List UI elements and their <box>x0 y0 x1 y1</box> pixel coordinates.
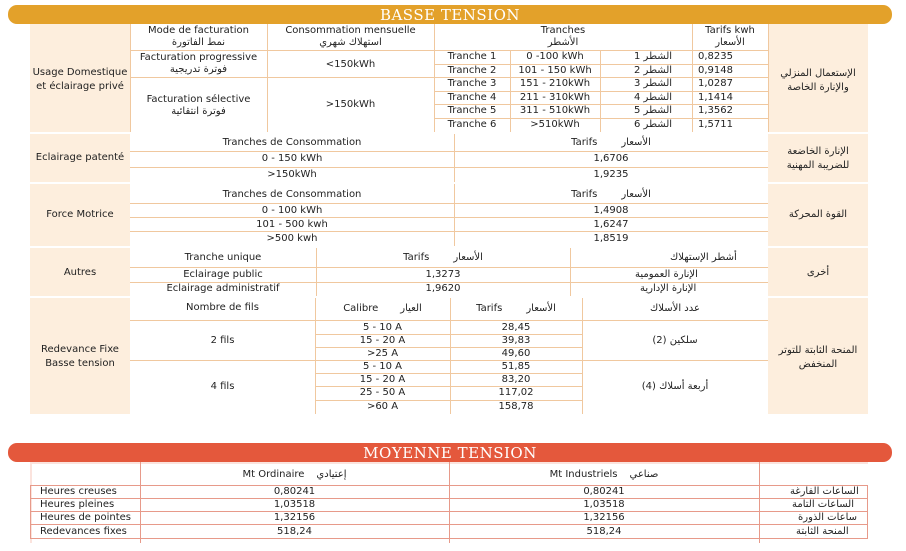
mt-header-ordinaire: Mt Ordinaire إعتيادي <box>242 469 347 480</box>
autres-label-fr: Autres <box>63 267 97 278</box>
two-fils-label-ar: (2) سلكين <box>652 335 698 346</box>
two-fils-label: 2 fils <box>210 335 235 346</box>
basse-tension-table: Usage Domestique et éclairage privé الإستعمال المنزلي والإنارة الخاصة Mode de facturation نمط الفاتورة Consommation mensuelle استهلاك شهري Tranches الأشطر Tarifs kwh الأسعار Facturation progressive فوترة تدريجية <150kWh Facturation sélective فوترة انتقائية >150kWh Tranche 1 0 -100 kWh الشطر 1 0,8235 Tranche 2 101 - 150 kWh الشطر 2 0,9148 Tranche 3 151 - 210kWh الشطر 3 1,0287 Tranche 4 211 - 310kWh الشطر 4 1,1414 Tranche 5 311 - 510kWh الشطر 5 1,3562 Tranche 6 >510kWh الشطر 6 1,5711 Eclairage patenté الإنارة الخاضعة للضريبة المهنية Tranches de Consommation Tarifs الأسعار 0 - 150 kWh 1,6706 >150kWh 1,9235 Force Motrice القوة المحركة Tranches de Consommation Tarifs الأسعار 0 - 100 kWh 1,4908 101 - 500 kwh 1,6247 >500 kwh 1,8519 Autres أخرى Tranche unique Tarifs الأسعار أشطر الإستهلاك Eclairage public 1,3273 الإنارة العمومية Eclairage administratif 1,9620 الإنارة الإدارية Redevance Fixe Basse tension المنحة الثابتة للتوتر المنخفض Nombre de fils Calibre العيار Tarifs الأسعار عدد الأسلاك 2 fils (2) سلكين 4 fils (4) أربعة أسلاك 5 - 10 A 28,45 15 - 20 A 39,83 >25 A 49,60 5 - 10 A 51,85 15 - 20 A 83,20 25 - 50 A 117,02 >60 A 158,78 <box>30 24 868 414</box>
redevance-header-tarifs: Tarifs الأسعار <box>476 303 556 314</box>
redevance-label-ar: المنحة الثابتة للتوتر المنخفض <box>778 345 858 370</box>
force-label-fr: Force Motrice <box>46 209 114 220</box>
autres-header-tarifs: Tarifs الأسعار <box>403 252 483 263</box>
header-tarifs-kwh: Tarifs kwh الأسعار <box>705 25 755 48</box>
force-label-ar: القوة المحركة <box>788 209 848 220</box>
patente-label-fr: Eclairage patenté <box>35 152 125 163</box>
progressive-consommation: <150kWh <box>325 59 376 70</box>
facturation-selective: Facturation sélective فوترة انتقائية <box>146 94 251 117</box>
moyenne-tension-header <box>8 443 892 462</box>
domestic-label-fr: Usage Domestique et éclairage privé <box>32 67 128 92</box>
header-tranches: Tranches الأشطر <box>540 25 586 48</box>
patente-header-tarifs: Tarifs الأسعار <box>571 137 651 148</box>
basse-tension-header <box>8 5 892 24</box>
selective-consommation: >150kWh <box>325 99 376 110</box>
facturation-progressive: Facturation progressive فوترة تدريجية <box>139 52 258 75</box>
four-fils-label-ar: (4) أربعة أسلاك <box>641 381 709 392</box>
four-fils-label: 4 fils <box>210 381 235 392</box>
moyenne-tension-table: Mt Ordinaire إعتيادي Mt Industriels صناعي Heures creuses 0,80241 0,80241 الساعات الفارغة Heures pleines 1,03518 1,03518 الساعات التامة Heures de pointes 1,32156 1,32156 ساعات الذورة Redevances fixes 518,24 518,24 المنحة الثابتة <box>30 462 868 543</box>
basse-tension-title: BASSE TENSION <box>379 6 521 24</box>
force-header-tranches: Tranches de Consommation <box>222 189 362 200</box>
redevance-header-ar: عدد الأسلاك <box>650 303 700 314</box>
autres-label-ar: أخرى <box>806 267 830 278</box>
redevance-label-fr: Redevance Fixe Basse tension <box>41 344 119 369</box>
patente-label-ar: الإنارة الخاضعة للضريبة المهنية <box>786 146 850 171</box>
autres-header-unique: Tranche unique <box>184 252 262 263</box>
header-mode-facturation: Mode de facturation نمط الفاتورة <box>148 25 249 48</box>
domestic-label-ar: الإستعمال المنزلي والإنارة الخاصة <box>780 68 856 93</box>
autres-header-ar: أشطر الإستهلاك <box>670 252 737 263</box>
redevance-header-calibre: Calibre العيار <box>343 303 422 314</box>
header-consommation: Consommation mensuelle استهلاك شهري <box>285 25 416 48</box>
mt-header-industriels: Mt Industriels صناعي <box>549 469 659 480</box>
patente-header-tranches: Tranches de Consommation <box>222 137 362 148</box>
force-header-tarifs: Tarifs الأسعار <box>571 189 651 200</box>
moyenne-tension-title: MOYENNE TENSION <box>363 444 537 462</box>
redevance-header-fils: Nombre de fils <box>186 302 259 313</box>
